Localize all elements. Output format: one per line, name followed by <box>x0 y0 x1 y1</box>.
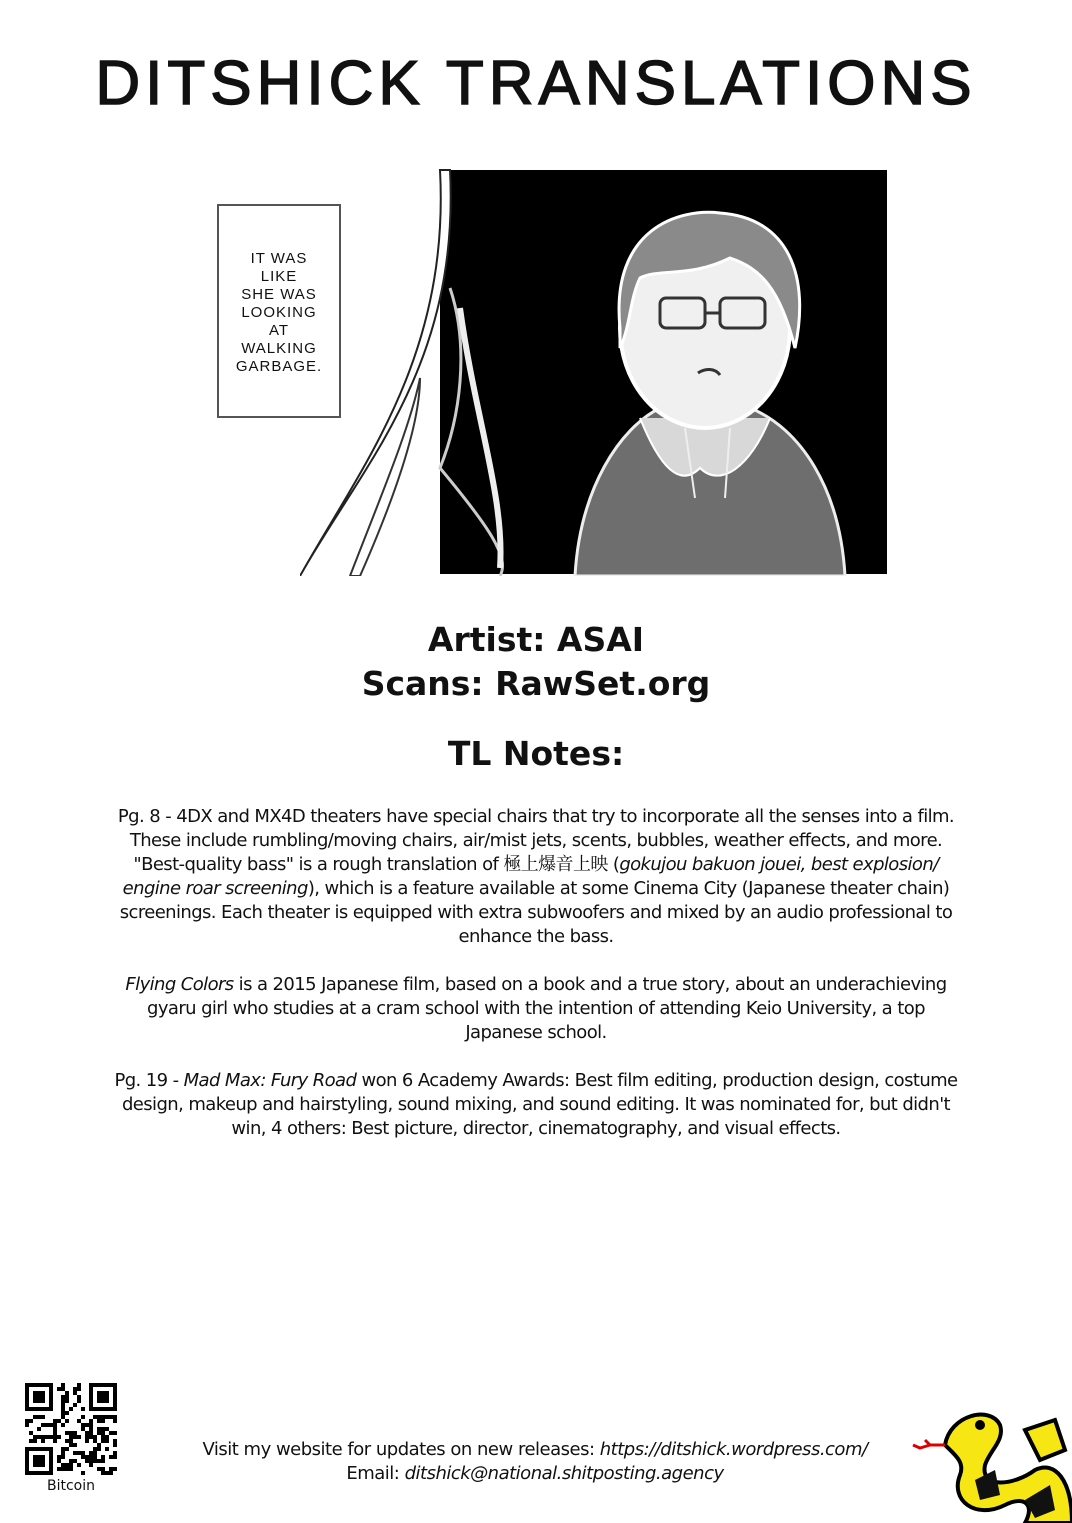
caption-line: LOOKING <box>241 304 317 321</box>
note-line <box>80 853 992 877</box>
caption-line: AT <box>268 322 290 339</box>
note-text: ), which is a feature available at some Cinema City (Japanese theater chain) <box>307 878 950 899</box>
caption-line: LIKE <box>260 268 298 285</box>
note-line <box>80 925 992 949</box>
note-paragraph <box>80 973 992 1045</box>
note-line <box>80 997 992 1021</box>
email-link[interactable]: ditshick@national.shitposting.agency <box>404 1463 724 1484</box>
note-italic-text: gokujou bakuon jouei, best explosion/ <box>619 854 939 875</box>
note-paragraph <box>80 1069 992 1141</box>
website-link[interactable]: https://ditshick.wordpress.com/ <box>599 1439 868 1460</box>
note-text: enhance the bass. <box>458 926 614 947</box>
note-text: Japanese school. <box>465 1022 607 1043</box>
tl-notes <box>80 805 992 1165</box>
note-line <box>80 1021 992 1045</box>
note-italic-text: engine roar screening <box>122 878 308 899</box>
note-line <box>80 805 992 829</box>
page-title: DITSHICK TRANSLATIONS <box>95 49 977 118</box>
note-text: Pg. 19 - <box>114 1070 184 1091</box>
caption-line: WALKING <box>241 340 317 357</box>
email-label: Email: <box>346 1463 405 1484</box>
caption-line: IT WAS <box>250 250 308 267</box>
note-text: is a 2015 Japanese film, based on a book and a true story, about an underachieving <box>233 974 947 995</box>
website-label: Visit my website for updates on new releases: <box>202 1439 600 1460</box>
scans-credit: Scans: RawSet.org <box>361 664 711 703</box>
note-italic-text: Flying Colors <box>125 974 234 995</box>
note-text: Pg. 8 - 4DX and MX4D theaters have special chairs that try to incorporate all the senses into a film. <box>117 806 955 827</box>
note-line <box>80 829 992 853</box>
note-italic-text: Mad Max: Fury Road <box>183 1070 357 1091</box>
note-text: screenings. Each theater is equipped with extra subwoofers and mixed by an audio professional to <box>119 902 953 923</box>
note-line <box>80 1117 992 1141</box>
note-text: design, makeup and hairstyling, sound mixing, and sound editing. It was nominated for, but didn't <box>121 1094 950 1115</box>
note-text: "Best-quality bass" is a rough translation of 極上爆音上映 ( <box>133 854 620 875</box>
artist-credit: Artist: ASAI <box>427 620 645 659</box>
note-paragraph <box>80 805 992 949</box>
note-text: gyaru girl who studies at a cram school with the intention of attending Keio University, a top <box>147 998 925 1019</box>
caption-box <box>217 204 341 418</box>
note-line <box>80 973 992 997</box>
footer <box>120 1438 950 1486</box>
qr-label: Bitcoin <box>46 1478 95 1494</box>
note-line <box>80 1093 992 1117</box>
caption-line: SHE WAS <box>241 286 317 303</box>
tl-notes-heading: TL Notes: <box>447 734 625 773</box>
note-line <box>80 1069 992 1093</box>
bitcoin-qr-code <box>25 1383 117 1475</box>
snake-mascot-icon <box>905 1400 1072 1523</box>
note-text: won 6 Academy Awards: Best film editing, production design, costume <box>356 1070 958 1091</box>
note-text: These include rumbling/moving chairs, air/mist jets, scents, bubbles, weather effects, and more. <box>129 830 943 851</box>
caption-line: GARBAGE. <box>235 358 323 375</box>
note-text: win, 4 others: Best picture, director, cinematography, and visual effects. <box>231 1118 841 1139</box>
manga-panel-image <box>300 168 890 576</box>
note-line <box>80 877 992 901</box>
note-line <box>80 901 992 925</box>
